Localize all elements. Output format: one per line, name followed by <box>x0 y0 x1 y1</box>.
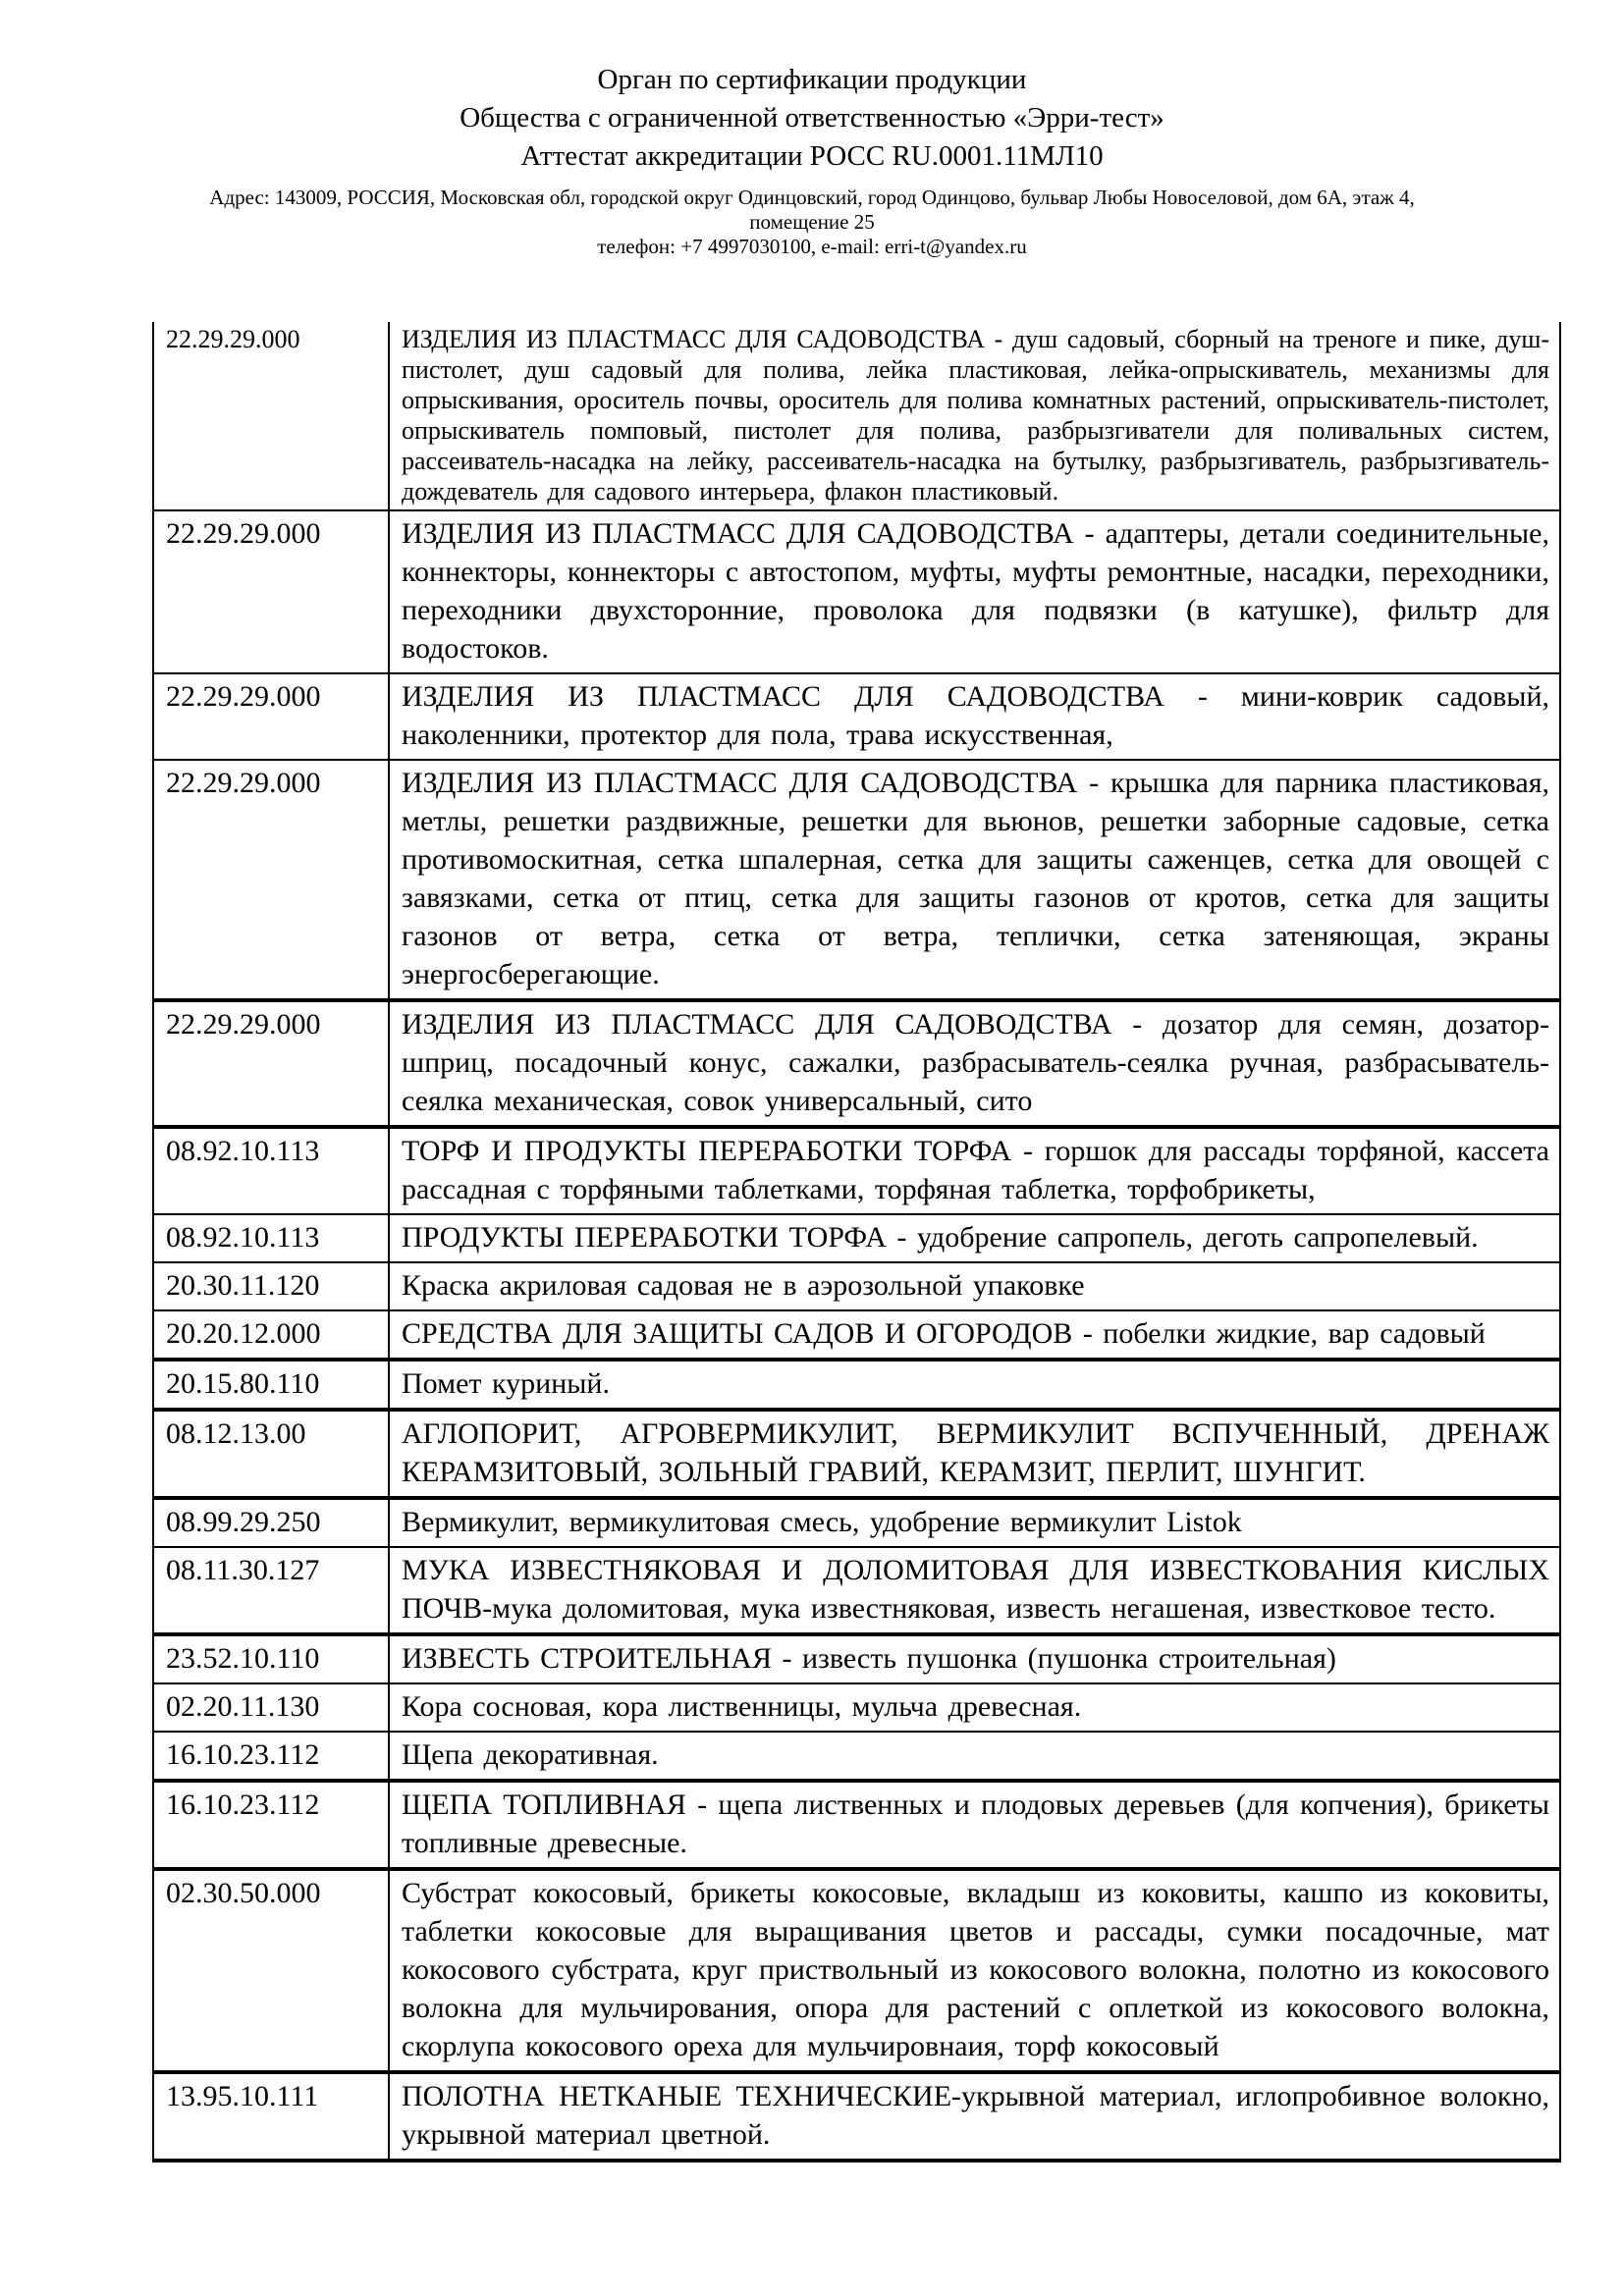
code-cell: 20.20.12.000 <box>153 1310 389 1360</box>
description-cell: СРЕДСТВА ДЛЯ ЗАЩИТЫ САДОВ И ОГОРОДОВ - побелки жидкие, вар садовый <box>389 1310 1560 1360</box>
header-address-block <box>0 186 1624 259</box>
code-cell: 20.30.11.120 <box>153 1262 389 1310</box>
code-cell: 20.15.80.110 <box>153 1360 389 1410</box>
table-row <box>153 1781 1560 1869</box>
code-cell: 08.99.29.250 <box>153 1498 389 1547</box>
description-cell: ИЗДЕЛИЯ ИЗ ПЛАСТМАСС ДЛЯ САДОВОДСТВА - адаптеры, детали соединительные, коннекторы, коннекторы с автостопом, муфты, муфты ремонтные, насадки, переходники, переходники двухсторонние, проволока для подвязки (в катушке), фильтр для водостоков. <box>389 510 1560 673</box>
code-cell: 13.95.10.111 <box>153 2072 389 2161</box>
code-cell: 22.29.29.000 <box>153 760 389 1000</box>
description-cell: МУКА ИЗВЕСТНЯКОВАЯ И ДОЛОМИТОВАЯ ДЛЯ ИЗВЕСТКОВАНИЯ КИСЛЫХ ПОЧВ-мука доломитовая, мука известняковая, известь негашеная, известковое тесто. <box>389 1547 1560 1634</box>
description-cell: ИЗДЕЛИЯ ИЗ ПЛАСТМАСС ДЛЯ САДОВОДСТВА - душ садовый, сборный на треноге и пике, душ-пистолет, душ садовый для полива, лейка пластиковая, лейка-опрыскиватель, механизмы для опрыскивания, ороситель почвы, ороситель для полива комнатных растений, опрыскиватель-пистолет, опрыскиватель помповый, пистолет для полива, разбрызгиватели для поливальных систем, рассеиватель-насадка на лейку, рассеиватель-насадка на бутылку, разбрызгиватель, разбрызгиватель-дождеватель для садового интерьера, флакон пластиковый. <box>389 322 1560 510</box>
code-cell: 16.10.23.112 <box>153 1732 389 1781</box>
code-cell: 08.92.10.113 <box>153 1214 389 1262</box>
description-cell: Краска акриловая садовая не в аэрозольной упаковке <box>389 1262 1560 1310</box>
description-cell: ИЗДЕЛИЯ ИЗ ПЛАСТМАСС ДЛЯ САДОВОДСТВА - крышка для парника пластиковая, метлы, решетки раздвижные, решетки для вьюнов, решетки заборные садовые, сетка противомоскитная, сетка шпалерная, сетка для защиты саженцев, сетка для овощей с завязками, сетка от птиц, сетка для защиты газонов от кротов, сетка для защиты газонов от ветра, сетка от ветра, теплички, сетка затеняющая, экраны энергосберегающие. <box>389 760 1560 1000</box>
header-accreditation: Аттестат аккредитации РОСС RU.0001.11МЛ10 <box>520 140 1104 172</box>
description-cell: Помет куриный. <box>389 1360 1560 1410</box>
table-row <box>153 673 1560 760</box>
table-row <box>153 322 1560 510</box>
header-org-line1: Орган по сертификации продукции <box>597 64 1027 95</box>
description-cell: ТОРФ И ПРОДУКТЫ ПЕРЕРАБОТКИ ТОРФА - горшок для рассады торфяной, кассета рассадная с торфяными таблетками, торфяная таблетка, торфобрикеты, <box>389 1127 1560 1214</box>
table-row <box>153 1683 1560 1732</box>
code-cell: 22.29.29.000 <box>153 510 389 673</box>
table-row <box>153 1000 1560 1127</box>
table-row <box>153 1310 1560 1360</box>
table-row <box>153 1214 1560 1262</box>
document-header <box>0 0 1624 259</box>
description-cell: Кора сосновая, кора лиственницы, мульча древесная. <box>389 1683 1560 1732</box>
table-row <box>153 1634 1560 1683</box>
table-row <box>153 1869 1560 2072</box>
products-table <box>152 322 1561 2163</box>
table-row <box>153 2072 1560 2161</box>
code-cell: 22.29.29.000 <box>153 322 389 510</box>
code-cell: 08.92.10.113 <box>153 1127 389 1214</box>
code-cell: 02.20.11.130 <box>153 1683 389 1732</box>
code-cell: 08.12.13.00 <box>153 1410 389 1498</box>
table-row <box>153 1410 1560 1498</box>
description-cell: ИЗДЕЛИЯ ИЗ ПЛАСТМАСС ДЛЯ САДОВОДСТВА - мини-коврик садовый, наколенники, протектор для пола, трава искусственная, <box>389 673 1560 760</box>
code-cell: 22.29.29.000 <box>153 673 389 760</box>
header-contact-line: телефон: +7 4997030100, e-mail: erri-t@yandex.ru <box>597 235 1027 258</box>
description-cell: ИЗДЕЛИЯ ИЗ ПЛАСТМАСС ДЛЯ САДОВОДСТВА - дозатор для семян, дозатор-шприц, посадочный конус, сажалки, разбрасыватель-сеялка ручная, разбрасыватель-сеялка механическая, совок универсальный, сито <box>389 1000 1560 1127</box>
code-cell: 02.30.50.000 <box>153 1869 389 2072</box>
products-table-body <box>153 322 1560 2161</box>
description-cell: Щепа декоративная. <box>389 1732 1560 1781</box>
description-cell: ИЗВЕСТЬ СТРОИТЕЛЬНАЯ - известь пушонка (пушонка строительная) <box>389 1634 1560 1683</box>
description-cell: Вермикулит, вермикулитовая смесь, удобрение вермикулит Listok <box>389 1498 1560 1547</box>
header-address-line2: помещение 25 <box>749 210 875 234</box>
description-cell: ЩЕПА ТОПЛИВНАЯ - щепа лиственных и плодовых деревьев (для копчения), брикеты топливные древесные. <box>389 1781 1560 1869</box>
table-row <box>153 1732 1560 1781</box>
table-row <box>153 1127 1560 1214</box>
description-cell: АГЛОПОРИТ, АГРОВЕРМИКУЛИТ, ВЕРМИКУЛИТ ВСПУЧЕННЫЙ, ДРЕНАЖ КЕРАМЗИТОВЫЙ, ЗОЛЬНЫЙ ГРАВИЙ, КЕРАМЗИТ, ПЕРЛИТ, ШУНГИТ. <box>389 1410 1560 1498</box>
header-org-line2: Общества с ограниченной ответственностью «Эрри-тест» <box>460 102 1164 133</box>
description-cell: ПОЛОТНА НЕТКАНЫЕ ТЕХНИЧЕСКИЕ-укрывной материал, иглопробивное волокно, укрывной материал цветной. <box>389 2072 1560 2161</box>
code-cell: 16.10.23.112 <box>153 1781 389 1869</box>
description-cell: Субстрат кокосовый, брикеты кокосовые, вкладыш из коковиты, кашпо из коковиты, таблетки кокосовые для выращивания цветов и рассады, сумки посадочные, мат кокосового субстрата, круг приствольный из кокосового волокна, полотно из кокосового волокна для мульчирования, опора для растений с оплеткой из кокосового волокна, скорлупа кокосового ореха для мульчировнаия, торф кокосовый <box>389 1869 1560 2072</box>
table-row <box>153 1498 1560 1547</box>
header-address-line1: Адрес: 143009, РОССИЯ, Московская обл, городской округ Одинцовский, город Одинцово, бульвар Любы Новоселовой, дом 6А, этаж 4, <box>209 186 1415 209</box>
table-row <box>153 1547 1560 1634</box>
table-row <box>153 1262 1560 1310</box>
description-cell: ПРОДУКТЫ ПЕРЕРАБОТКИ ТОРФА - удобрение сапропель, деготь сапропелевый. <box>389 1214 1560 1262</box>
code-cell: 22.29.29.000 <box>153 1000 389 1127</box>
table-row <box>153 760 1560 1000</box>
code-cell: 23.52.10.110 <box>153 1634 389 1683</box>
code-cell: 08.11.30.127 <box>153 1547 389 1634</box>
table-row <box>153 1360 1560 1410</box>
table-row <box>153 510 1560 673</box>
